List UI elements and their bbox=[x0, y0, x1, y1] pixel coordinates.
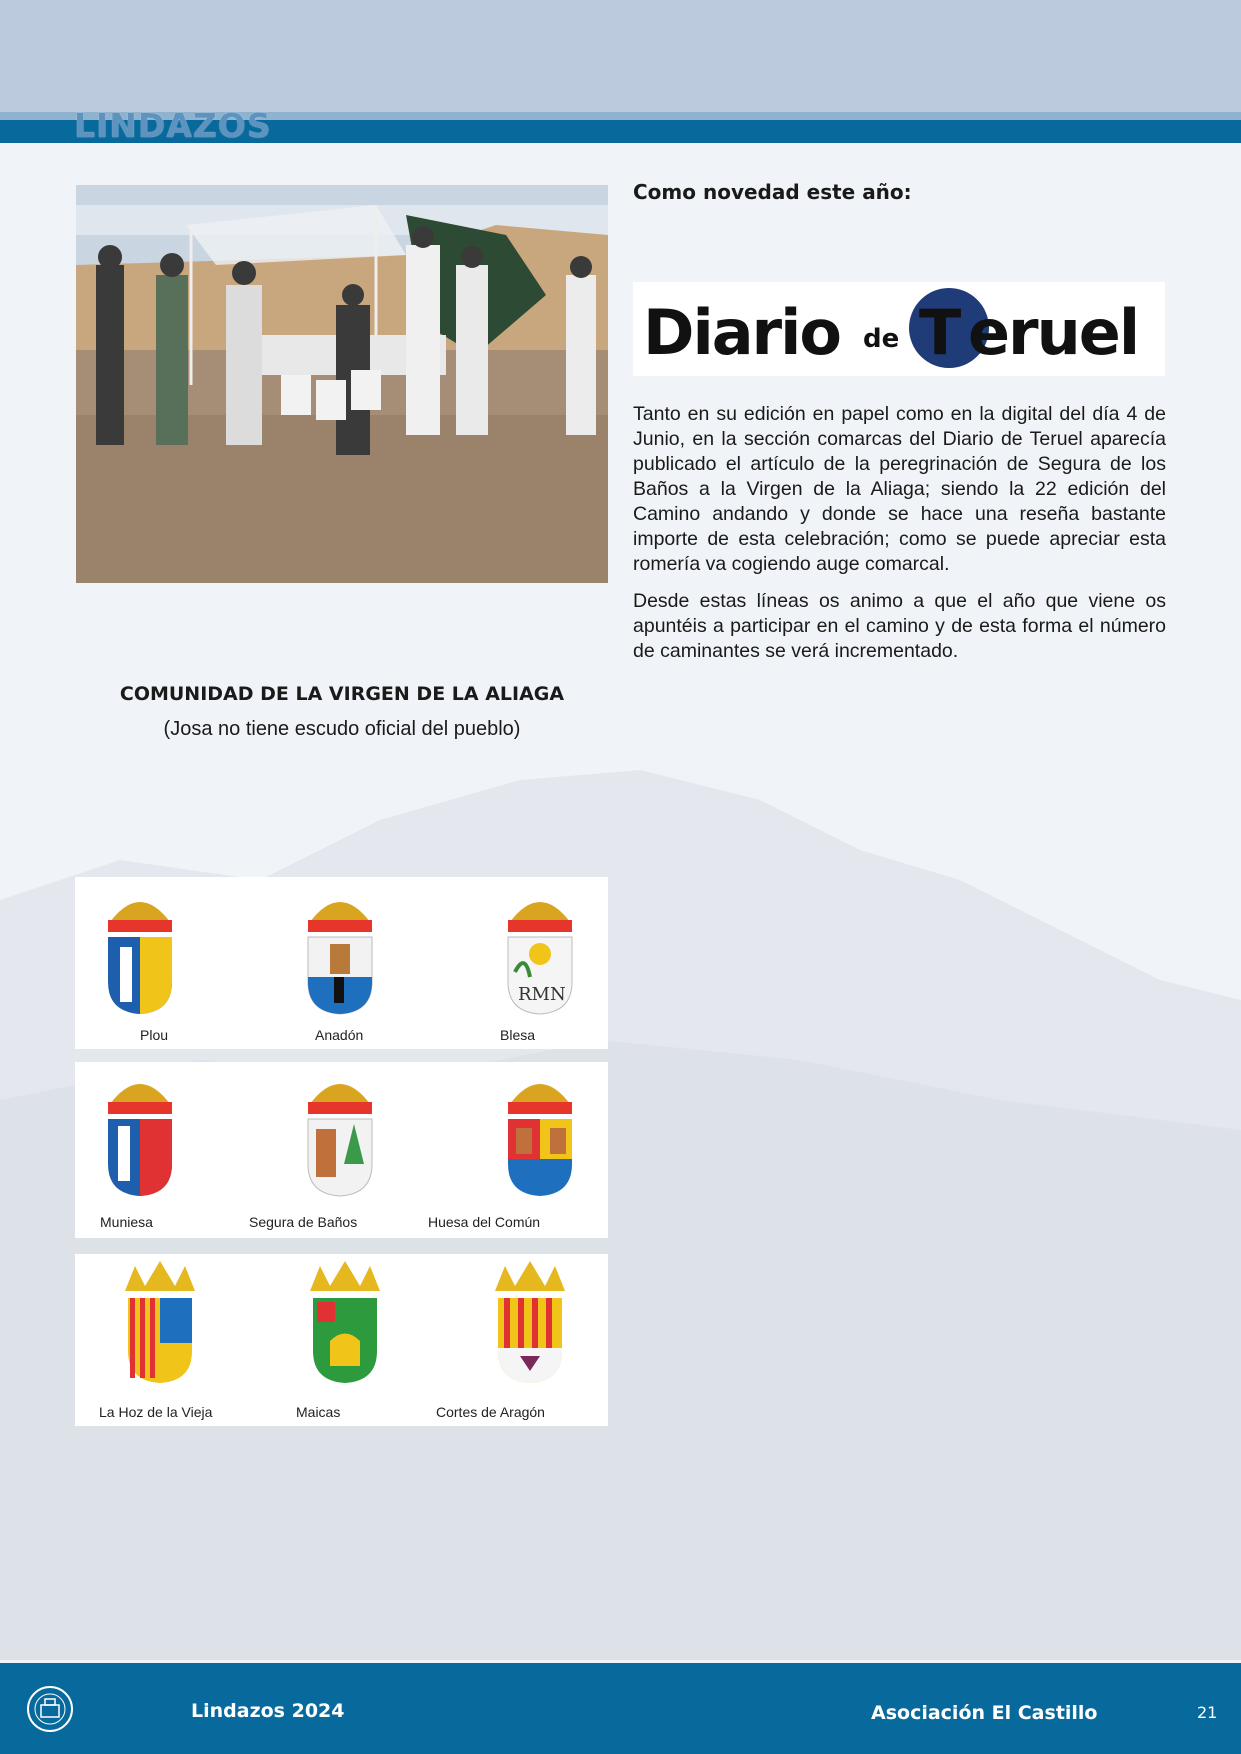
muniesa-shield-icon bbox=[100, 1064, 180, 1199]
community-title: COMUNIDAD DE LA VIRGEN DE LA ALIAGA bbox=[119, 683, 565, 705]
shield-label-anadon: Anadón bbox=[315, 1027, 364, 1043]
logo-word-eruel: eruel bbox=[968, 296, 1139, 369]
huesa-del-comun-shield-icon bbox=[500, 1064, 580, 1199]
news-paragraph-1: Tanto en su edición en papel como en la digital del día 4 de Junio, en la sección comarcas del Diario de Teruel aparecía publicado el artículo de la peregrinación de Segura de los Baños a la Virgen de la Aliaga; siendo la 22 edición del Camino andando y donde se hace una reseña bastante importe de esta celebración; como se puede apreciar esta romería va cogiendo auge comarcal. bbox=[633, 403, 1166, 575]
cortes-de-aragon-shield-icon bbox=[490, 1256, 570, 1386]
news-paragraph-2: Desde estas líneas os animo a que el año que viene os apuntéis a participar en el camino y de esta forma el número de caminantes se verá incrementado. bbox=[633, 590, 1166, 662]
header-band bbox=[0, 0, 1241, 112]
shield-row-1 bbox=[75, 877, 608, 1049]
shield-row-3 bbox=[75, 1254, 608, 1426]
footer-association: Asociación El Castillo bbox=[871, 1702, 1098, 1724]
shield-row-2 bbox=[75, 1062, 608, 1238]
shield-label-plou: Plou bbox=[140, 1027, 169, 1043]
brand-wordmark: LINDAZOS bbox=[74, 106, 272, 145]
logo-word-de: de bbox=[863, 324, 900, 354]
la-hoz-de-la-vieja-shield-icon bbox=[120, 1256, 200, 1386]
shield-label-blesa: Blesa bbox=[500, 1027, 536, 1043]
community-subtitle: (Josa no tiene escudo oficial del pueblo) bbox=[163, 718, 521, 740]
news-heading: Como novedad este año: bbox=[633, 180, 912, 204]
segura-de-banos-shield-icon bbox=[300, 1064, 380, 1199]
plou-shield-icon bbox=[100, 882, 180, 1017]
shield-label-segura-de-banos: Segura de Baños bbox=[249, 1214, 358, 1230]
page-number: 21 bbox=[1197, 1703, 1218, 1722]
event-photo bbox=[76, 185, 608, 583]
diario-de-teruel-logo bbox=[633, 282, 1165, 376]
logo-word-diario: Diario bbox=[643, 296, 840, 369]
association-seal-icon bbox=[26, 1685, 74, 1733]
svg-text:RMN: RMN bbox=[518, 984, 566, 1005]
shield-label-maicas: Maicas bbox=[296, 1404, 341, 1420]
shield-label-la-hoz-de-la-vieja: La Hoz de la Vieja bbox=[99, 1404, 213, 1420]
maicas-shield-icon bbox=[305, 1256, 385, 1386]
anadon-shield-icon bbox=[300, 882, 380, 1017]
footer-publication: Lindazos 2024 bbox=[191, 1700, 345, 1722]
blesa-shield-icon bbox=[500, 882, 580, 1017]
shield-label-huesa-del-comun: Huesa del Común bbox=[428, 1214, 541, 1230]
shield-label-cortes-de-aragon: Cortes de Aragón bbox=[436, 1404, 545, 1420]
logo-initial-t: T bbox=[919, 296, 962, 369]
shield-label-muniesa: Muniesa bbox=[100, 1214, 153, 1230]
